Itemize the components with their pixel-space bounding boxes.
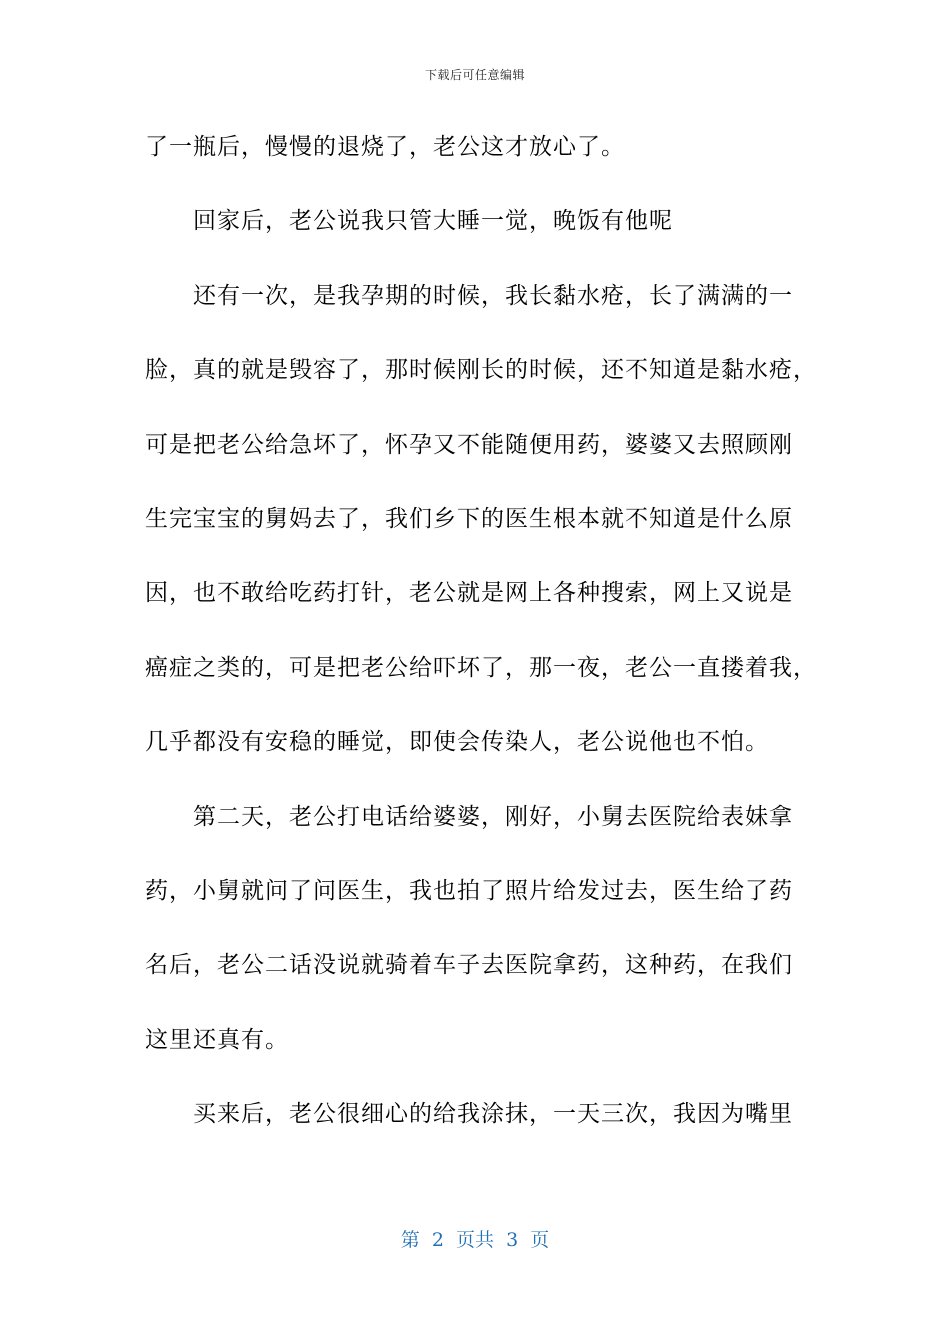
text-line: 这里还真有。	[145, 1026, 289, 1053]
document-body	[145, 124, 817, 1165]
text-line: 回家后，老公说我只管大睡一觉，晚饭有他呢	[193, 208, 673, 235]
page-header-note: 下载后可任意编辑	[424, 68, 525, 82]
text-line: 还有一次，是我孕期的时候，我长黏水疮，长了满满的一	[193, 282, 793, 309]
text-line: 名后，老公二话没说就骑着车子去医院拿药，这种药，在我们	[145, 952, 793, 979]
text-line: 第二天，老公打电话给婆婆，刚好，小舅去医院给表妹拿	[193, 803, 793, 830]
text-line: 脸，真的就是毁容了，那时候刚长的时候，还不知道是黏水疮，	[145, 357, 817, 384]
text-line: 几乎都没有安稳的睡觉，即使会传染人，老公说他也不怕。	[145, 729, 769, 756]
text-line: 生完宝宝的舅妈去了，我们乡下的医生根本就不知道是什么原	[145, 505, 793, 532]
text-line: 癌症之类的，可是把老公给吓坏了，那一夜，老公一直搂着我，	[145, 654, 817, 681]
text-line: 买来后，老公很细心的给我涂抹，一天三次，我因为嘴里	[193, 1101, 793, 1128]
page-number-footer: 第 2 页共 3 页	[400, 1229, 550, 1251]
text-line: 了一瓶后，慢慢的退烧了，老公这才放心了。	[145, 134, 625, 160]
text-line: 可是把老公给急坏了，怀孕又不能随便用药，婆婆又去照顾刚	[145, 431, 793, 458]
text-line: 药，小舅就问了问医生，我也拍了照片给发过去，医生给了药	[145, 877, 793, 904]
text-line: 因，也不敢给吃药打针，老公就是网上各种搜索，网上又说是	[145, 580, 793, 607]
